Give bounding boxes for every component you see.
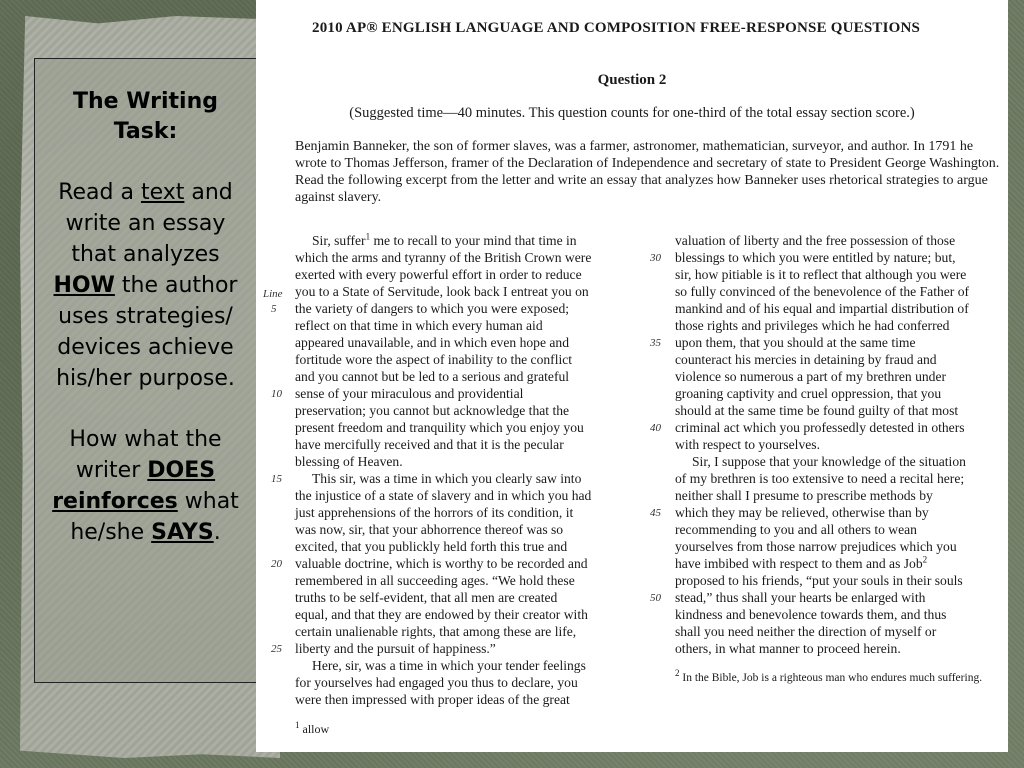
excerpt-line-text: groaning captivity and cruel oppression, that you: [675, 386, 942, 401]
excerpt-line-text: counteract his mercies in detaining by fraud and: [675, 352, 937, 367]
question-title: Question 2: [597, 72, 667, 88]
excerpt-line: [295, 283, 635, 300]
excerpt-line: [675, 623, 1005, 640]
excerpt-line: [295, 606, 635, 623]
excerpt-line-text: stead,” thus shall your hearts be enlarged with: [675, 590, 926, 605]
excerpt-line-text: fortitude wore the aspect of inability to the conflict: [295, 352, 573, 367]
exam-document: [256, 0, 1008, 752]
excerpt-line-text: so fully convinced of the benevolence of the Father of: [675, 284, 970, 299]
excerpt-line: [295, 572, 635, 589]
excerpt-line-text: should at the same time be found guilty of that most: [675, 403, 959, 418]
excerpt-line: [271, 300, 635, 317]
excerpt-line: [295, 402, 635, 419]
excerpt-line: [675, 385, 1005, 402]
excerpt-line: [295, 691, 635, 708]
task-text: the author uses strategies/ devices achieve his/her purpose.: [56, 273, 238, 391]
line-number: 25: [271, 643, 282, 655]
excerpt-line: [295, 521, 635, 538]
excerpt-line-text: neither shall I presume to prescribe methods by: [675, 488, 933, 503]
excerpt-line: [675, 453, 1005, 470]
excerpt-line-text: reflect on that time in which every human aid: [295, 318, 543, 333]
excerpt-line: [675, 368, 1005, 385]
excerpt-line-text: equal, and that they are endowed by their creator with: [295, 607, 588, 622]
excerpt-line-text: criminal act which you professedly detested in others: [675, 420, 965, 435]
excerpt-line: [295, 436, 635, 453]
line-label: Line: [263, 288, 283, 300]
excerpt-line-text: Sir, suffer: [312, 233, 366, 248]
line-number: 50: [650, 592, 661, 604]
excerpt-line: [675, 538, 1005, 555]
task-does: DOES: [147, 458, 216, 483]
excerpt-line: [675, 470, 1005, 487]
footnote-2-text: In the Bible, Job is a righteous man who endures much suffering.: [679, 672, 983, 684]
excerpt-line-text: with respect to yourselves.: [675, 437, 820, 452]
excerpt-line: [295, 504, 635, 521]
footnote-2: [675, 668, 983, 684]
writing-task-panel: [34, 58, 257, 683]
excerpt-line-text: of my brethren is too extensive to need a recital here;: [675, 471, 965, 486]
excerpt-line-text: Here, sir, was a time in which your tender feelings: [312, 658, 586, 673]
excerpt-line: [675, 640, 1005, 657]
excerpt-line: [675, 266, 1005, 283]
excerpt-line-text: This sir, was a time in which you clearly saw into: [312, 471, 582, 486]
excerpt-line-text: valuable doctrine, which is worthy to be recorded and: [295, 556, 588, 571]
excerpt-line: [675, 402, 1005, 419]
task-text-underlined: text: [140, 180, 185, 205]
excerpt-line: [295, 232, 635, 249]
excerpt-line: [295, 368, 635, 385]
excerpt-line: [650, 504, 1005, 521]
excerpt-line: [295, 487, 635, 504]
footnote-2-marker: 2: [675, 668, 680, 679]
excerpt-line-text: mankind and of his equal and impartial distribution of: [675, 301, 969, 316]
line-number: 5: [271, 303, 277, 315]
excerpt-line: [650, 419, 1005, 436]
excerpt-line-text: the injustice of a state of slavery and in which you had: [295, 488, 592, 503]
excerpt-line: [675, 606, 1005, 623]
task-text: Read a: [58, 180, 141, 205]
excerpt-line-text: were then impressed with proper ideas of the great: [295, 692, 570, 707]
line-number: 40: [650, 422, 661, 434]
excerpt-line-text: blessings to which you were entitled by nature; but,: [675, 250, 956, 265]
line-number: 10: [271, 388, 282, 400]
excerpt-line-text: was now, sir, that your abhorrence thereof was so: [295, 522, 564, 537]
footnote-1-marker: 1: [295, 720, 300, 730]
footnote-1-text: allow: [299, 722, 330, 736]
excerpt-line: [675, 283, 1005, 300]
excerpt-line-text: excited, that you publickly held forth this true and: [295, 539, 568, 554]
excerpt-line: [675, 521, 1005, 538]
excerpt-line-text: sense of your miraculous and providential: [295, 386, 524, 401]
excerpt-line: [675, 351, 1005, 368]
question-intro: Benjamin Banneker, the son of former slaves, was a farmer, astronomer, mathematician, surveyor, and author. In 1791 he wrote to Thomas Jefferson, framer of the Declaration of Independence and secretary of state to President George Washington. Read the following excerpt from the letter and write an essay that analyzes how Banneker uses rhetorical strategies to argue against slavery.: [295, 139, 1000, 205]
excerpt-line-text: present freedom and tranquility which you enjoy you: [295, 420, 584, 435]
excerpt-line-text: preservation; you cannot but acknowledge that the: [295, 403, 570, 418]
excerpt-line-text: appeared unavailable, and in which even hope and: [295, 335, 570, 350]
excerpt-line: [675, 572, 1005, 589]
excerpt-line-text: kindness and benevolence towards them, and thus: [675, 607, 947, 622]
task-text: .: [213, 520, 221, 545]
excerpt-line-text: have imbibed with respect to them and as Job: [675, 556, 923, 571]
task-how: HOW: [53, 273, 115, 298]
excerpt-line: [675, 232, 1005, 249]
excerpt-line-text: truths to be self-evident, that all men are created: [295, 590, 558, 605]
excerpt-line-text: for yourselves had engaged you thus to declare, you: [295, 675, 578, 690]
excerpt-line-text: violence so numerous a part of my brethren under: [675, 369, 947, 384]
excerpt-line-text: recommending to you and all others to wean: [675, 522, 917, 537]
footnote-marker: 2: [922, 554, 928, 565]
excerpt-line-text: and you cannot but be led to a serious and grateful: [295, 369, 570, 384]
excerpt-line: [650, 334, 1005, 351]
excerpt-line-text: exerted with every powerful effort in order to reduce: [295, 267, 582, 282]
task-text: and write an essay that analyzes: [65, 180, 233, 267]
excerpt-line: [650, 249, 1005, 266]
line-number: 30: [650, 252, 661, 264]
excerpt-line: [295, 589, 635, 606]
excerpt-line: [295, 266, 635, 283]
excerpt-line-text: you to a State of Servitude, look back I entreat you on: [295, 284, 589, 299]
excerpt-line: [271, 470, 635, 487]
excerpt-line: [675, 436, 1005, 453]
task-title: The Writing Task:: [73, 89, 218, 144]
footnote-marker: 1: [365, 231, 371, 242]
excerpt-line-text: valuation of liberty and the free possession of those: [675, 233, 956, 248]
task-paragraph-1: [43, 177, 248, 394]
task-reinforces: reinforces: [52, 489, 178, 514]
excerpt-line: [675, 300, 1005, 317]
excerpt-line-text: certain unalienable rights, that among these are life,: [295, 624, 577, 639]
excerpt-line-text: those rights and privileges which he had conferred: [675, 318, 950, 333]
line-number: 20: [271, 558, 282, 570]
excerpt-line-text: just apprehensions of the horrors of its condition, it: [295, 505, 574, 520]
excerpt-line-text: me to recall to your mind that time in: [370, 233, 577, 248]
excerpt-line: [295, 334, 635, 351]
excerpt-line-text: upon them, that you should at the same time: [675, 335, 916, 350]
excerpt-line-text: liberty and the pursuit of happiness.”: [295, 641, 496, 656]
excerpt-line: [295, 623, 635, 640]
task-text: what he/she: [70, 489, 239, 545]
excerpt-line: [295, 453, 635, 470]
excerpt-line: [675, 555, 1005, 572]
task-paragraph-2: [43, 424, 248, 548]
task-says: SAYS: [151, 520, 214, 545]
excerpt-line-text: blessing of Heaven.: [295, 454, 403, 469]
footnote-1: [295, 722, 329, 737]
line-number: 45: [650, 507, 661, 519]
suggested-time: (Suggested time—40 minutes. This question counts for one-third of the total essay section score.): [349, 105, 915, 121]
excerpt-line-text: yourselves from those narrow prejudices which you: [675, 539, 957, 554]
excerpt-line: [650, 589, 1005, 606]
excerpt-line: [271, 640, 635, 657]
line-number: 35: [650, 337, 661, 349]
excerpt-line: [675, 487, 1005, 504]
excerpt-line: [295, 538, 635, 555]
excerpt-right-column: [650, 232, 1005, 657]
excerpt-line: [271, 555, 635, 572]
excerpt-line-text: others, in what manner to proceed herein.: [675, 641, 901, 656]
document-header: 2010 AP® ENGLISH LANGUAGE AND COMPOSITION FREE-RESPONSE QUESTIONS: [312, 20, 921, 36]
excerpt-line: [271, 385, 635, 402]
excerpt-line-text: have mercifully received and that it is the pecular: [295, 437, 564, 452]
line-number: 15: [271, 473, 282, 485]
excerpt-line-text: Sir, I suppose that your knowledge of the situation: [692, 454, 966, 469]
excerpt-line: [295, 317, 635, 334]
excerpt-line: [675, 317, 1005, 334]
excerpt-line: [295, 249, 635, 266]
excerpt-line-text: the variety of dangers to which you were exposed;: [295, 301, 570, 316]
excerpt-line-text: which the arms and tyranny of the British Crown were: [295, 250, 592, 265]
excerpt-line-text: proposed to his friends, “put your souls in their souls: [675, 573, 963, 588]
task-text: How what the writer: [69, 427, 222, 483]
excerpt-line-text: remembered in all succeeding ages. “We hold these: [295, 573, 575, 588]
excerpt-line-text: sir, how pitiable is it to reflect that although you were: [675, 267, 967, 282]
excerpt-line-text: shall you need neither the direction of myself or: [675, 624, 937, 639]
excerpt-line: [295, 657, 635, 674]
excerpt-line: [295, 419, 635, 436]
excerpt-line-text: which they may be relieved, otherwise than by: [675, 505, 929, 520]
excerpt-line: [295, 674, 635, 691]
excerpt-line: [295, 351, 635, 368]
